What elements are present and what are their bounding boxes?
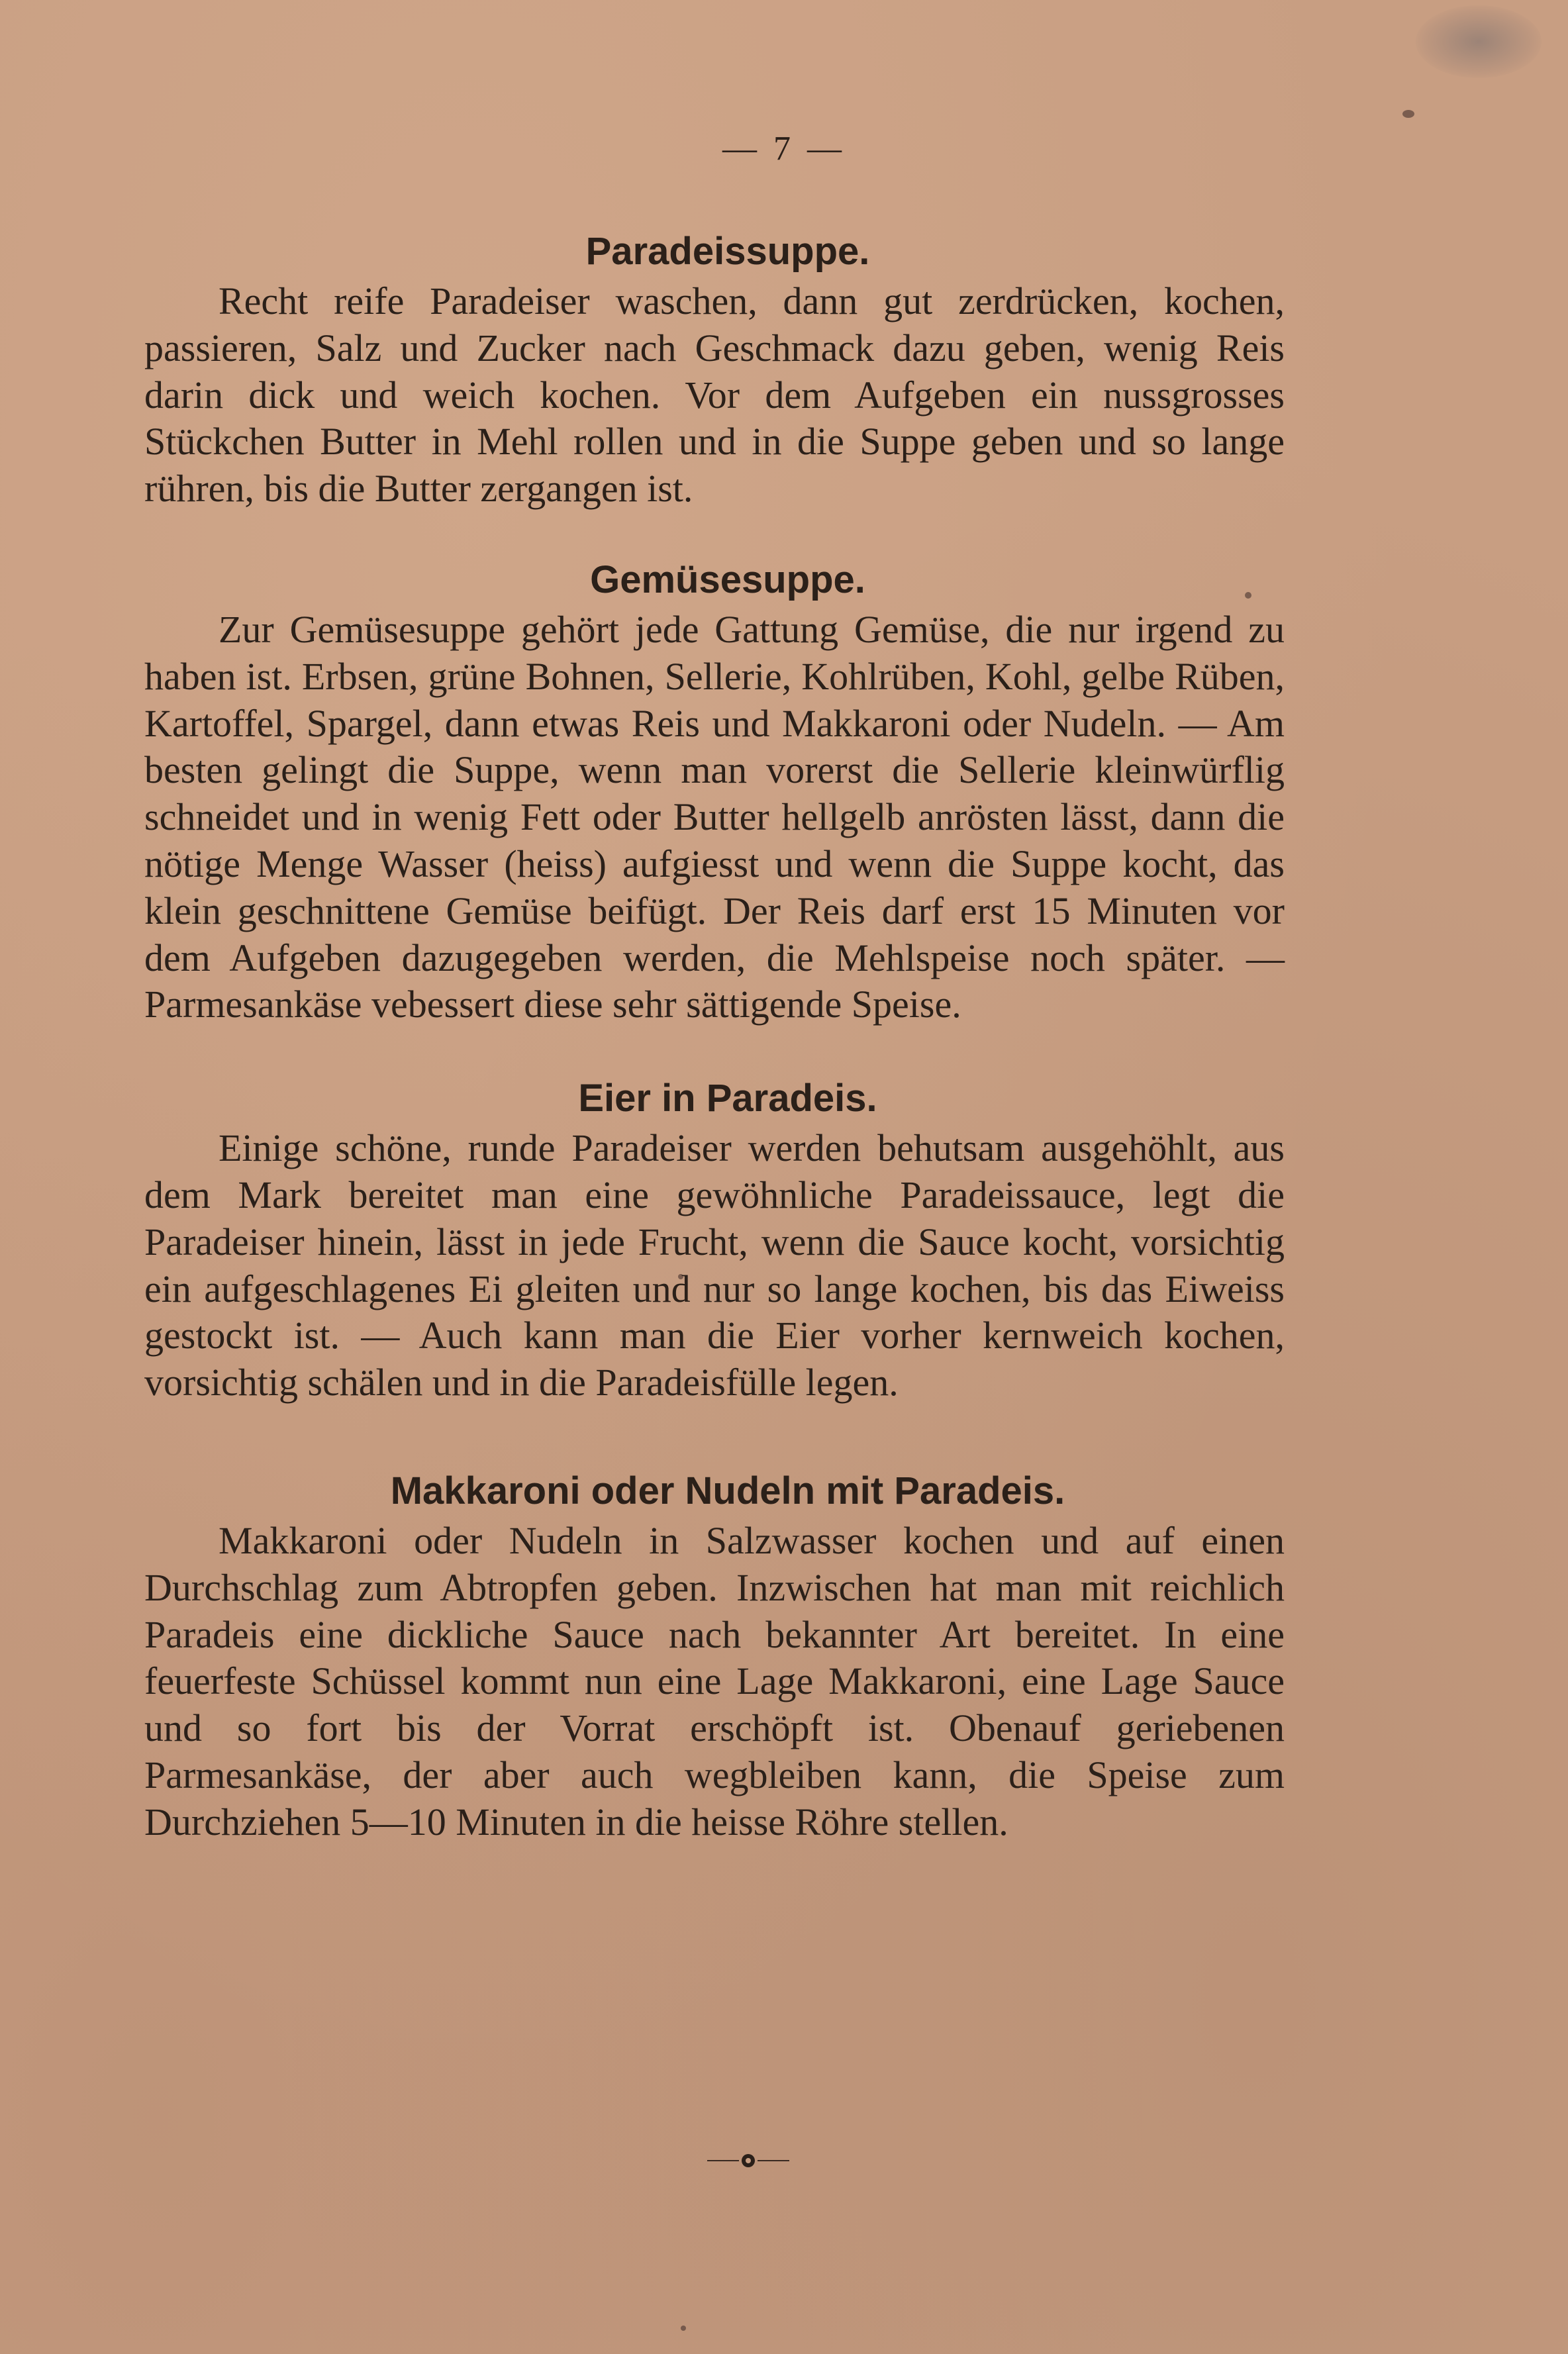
section-text-makkaroni-mit-paradeis: Makkaroni oder Nudeln in Salzwasser kochen und auf einen Durchschlag zum Abtropfen geben. Inzwischen hat man mit reichlich Paradeis eine dickliche Sauce nach bekannter Art bereitet. In eine feuerfeste Schüssel kommt nun eine Lage Makkaroni, eine Lage Sauce und so fort bis der Vorrat erschöpft ist. Obenauf geriebenen Parmesankäse, der aber auch wegbleiben kann, die Speise zum Durchziehen 5—10 Minuten in die heisse Röhre stellen. bbox=[144, 1518, 1285, 1843]
recipe-content bbox=[144, 225, 1285, 1846]
section-title-makkaroni-mit-paradeis: Makkaroni oder Nudeln mit Paradeis. bbox=[390, 1469, 1065, 1512]
section-title-eier-in-paradeis: Eier in Paradeis. bbox=[578, 1077, 877, 1120]
paper-stain bbox=[1416, 5, 1542, 78]
section-text-gemuesesuppe: Zur Gemüsesuppe gehört jede Gattung Gemüse, die nur irgend zu haben ist. Erbsen, grüne Bohnen, Sellerie, Kohlrüben, Kohl, gelbe Rüben, Kartoffel, Spargel, dann etwas Reis und Makkaroni oder Nudeln. — Am besten gelingt die Suppe, wenn man vorerst die Sellerie kleinwürflig schneidet und in wenig Fett oder Butter hellgelb anrösten lässt, dann die nötige Menge Wasser (heiss) aufgiesst und wenn die Suppe kocht, das klein geschnittene Gemüse beifügt. Der Reis darf erst 15 Minuten vor dem Aufgeben dazugegeben werden, die Mehlspeise noch später. — Parmesankäse vebessert diese sehr sättigende Speise. bbox=[144, 607, 1285, 1026]
section-title-gemuesesuppe: Gemüsesuppe. bbox=[590, 558, 865, 601]
section-text-eier-in-paradeis: Einige schöne, runde Paradeiser werden behutsam ausgehöhlt, aus dem Mark bereitet man eine gewöhnliche Paradeissauce, legt die Paradeiser hinein, lässt in jede Frucht, wenn die Sauce kocht, vorsichtig ein aufgeschlagenes Ei gleiten und nur so lange kochen, bis das Eiweiss gestockt ist. — Auch kann man die Eier vorher kernweich kochen, vorsichtig schälen und in die Paradeisfülle legen. bbox=[144, 1126, 1285, 1404]
paper-speck bbox=[681, 2326, 686, 2331]
page-number: — 7 — bbox=[722, 130, 846, 168]
end-ornament-icon bbox=[702, 2151, 795, 2171]
section-title-paradeissuppe: Paradeissuppe. bbox=[585, 230, 870, 273]
paper-speck bbox=[1402, 110, 1414, 118]
section-text-paradeissuppe: Recht reife Paradeiser waschen, dann gut zerdrücken, kochen, passieren, Salz und Zucker nach Geschmack dazu geben, wenig Reis darin dick und weich kochen. Vor dem Aufgeben ein nussgrosses Stückchen Butter in Mehl rollen und in die Suppe geben und so lange rühren, bis die Butter zergangen ist. bbox=[144, 279, 1285, 511]
